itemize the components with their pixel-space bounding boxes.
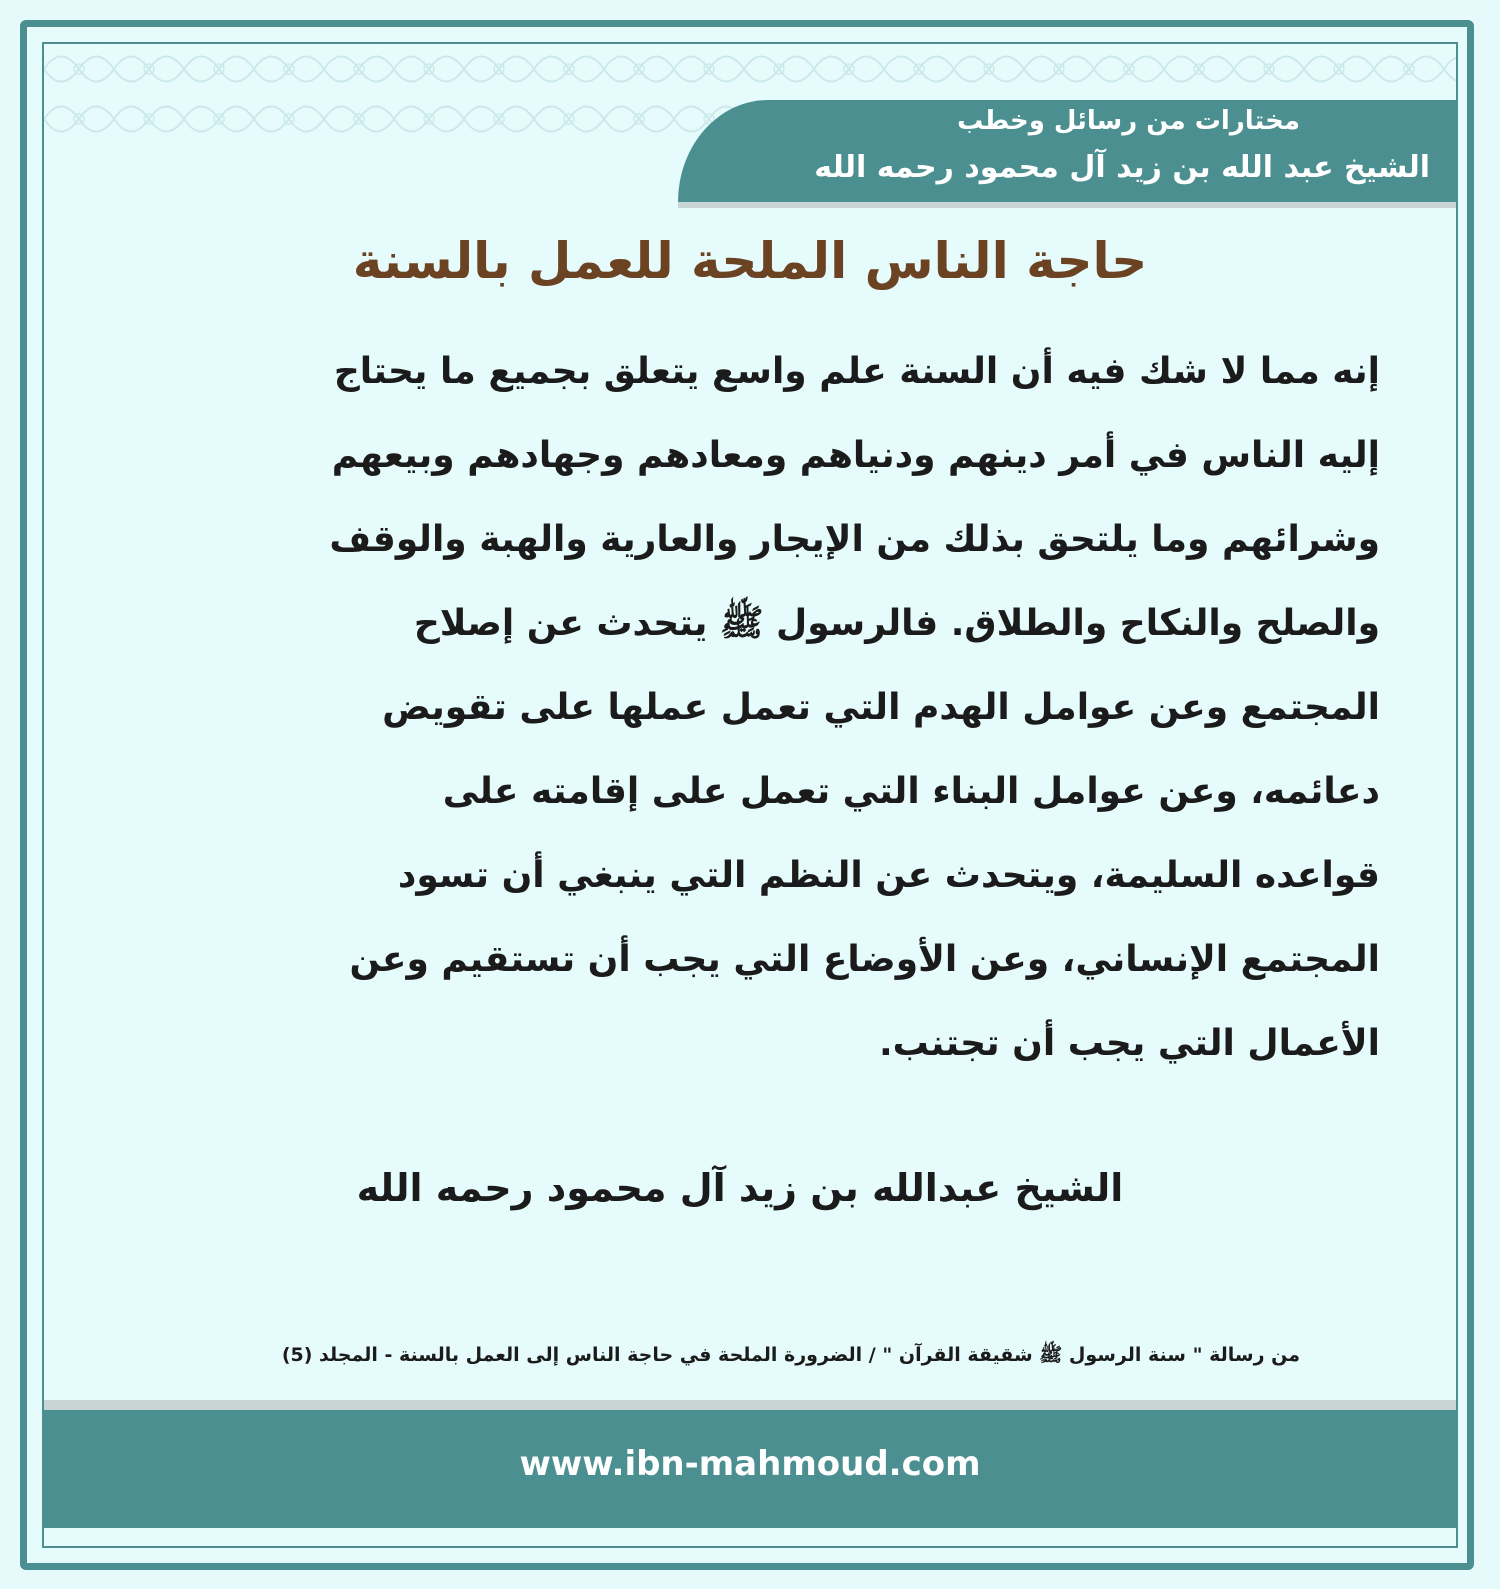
source-citation: من رسالة " سنة الرسول ﷺ شقيقة القرآن " / الضرورة الملحة في حاجة الناس إلى العمل بالسنة - المجلد (5) xyxy=(281,1344,1300,1366)
body-line: قواعده السليمة، ويتحدث عن النظم التي ينبغي أن تسود xyxy=(397,855,1380,896)
body-paragraph xyxy=(110,330,1380,1086)
header-subtitle: مختارات من رسائل وخطب xyxy=(957,106,1300,136)
body-line: والصلح والنكاح والطلاق. فالرسول ﷺ يتحدث عن إصلاح xyxy=(413,603,1380,644)
body-line: إليه الناس في أمر دينهم ودنياهم ومعادهم وجهادهم وبيعهم xyxy=(331,435,1380,476)
body-line: الأعمال التي يجب أن تجتنب. xyxy=(878,1023,1380,1064)
footer-divider xyxy=(44,1400,1456,1410)
body-line: وشرائهم وما يلتحق بذلك من الإيجار والعارية والهبة والوقف xyxy=(329,519,1380,560)
body-line: دعائمه، وعن عوامل البناء التي تعمل على إقامته على xyxy=(442,771,1380,812)
header-author: الشيخ عبد الله بن زيد آل محمود رحمه الله xyxy=(814,150,1430,185)
body-line: المجتمع وعن عوامل الهدم التي تعمل عملها على تقويض xyxy=(382,687,1380,728)
body-line: المجتمع الإنساني، وعن الأوضاع التي يجب أن تستقيم وعن xyxy=(349,939,1380,980)
website-link[interactable]: www.ibn-mahmoud.com xyxy=(519,1444,981,1484)
page-title: حاجة الناس الملحة للعمل بالسنة xyxy=(352,232,1148,290)
author-signature: الشيخ عبدالله بن زيد آل محمود رحمه الله xyxy=(356,1166,1124,1210)
body-line: إنه مما لا شك فيه أن السنة علم واسع يتعلق بجميع ما يحتاج xyxy=(333,351,1380,392)
